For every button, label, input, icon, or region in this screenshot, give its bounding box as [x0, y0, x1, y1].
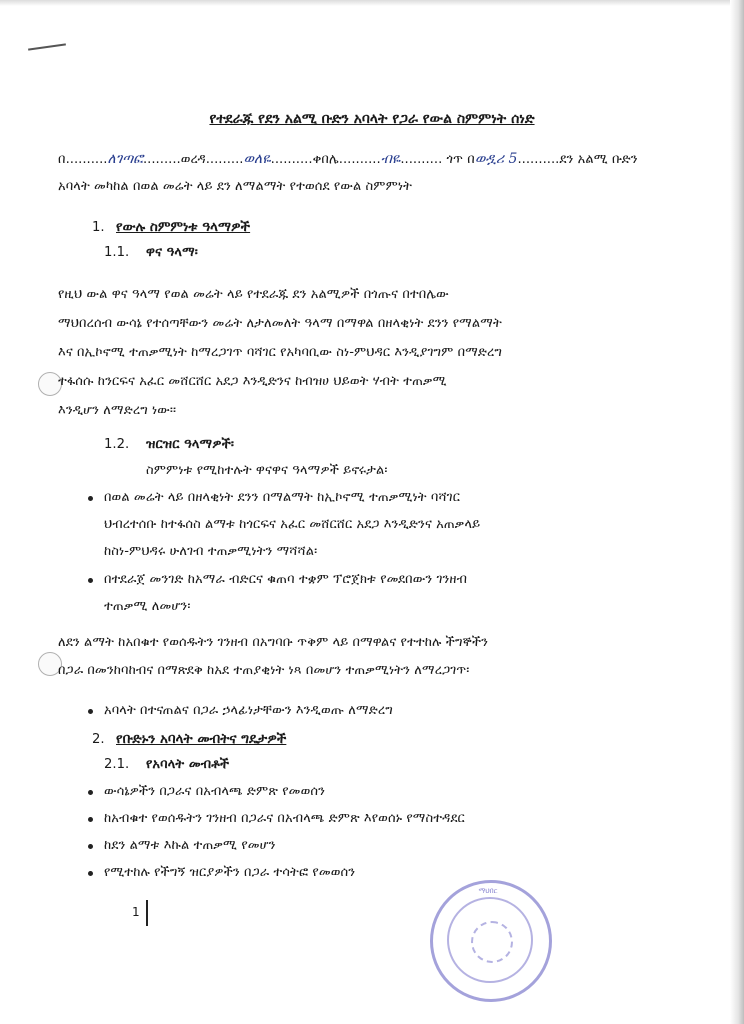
stamp-inner-ring: [447, 897, 533, 983]
subsection-1-1-heading: 1.1. ዋና ዓላማ፡: [104, 245, 198, 260]
bullet-1-line-1: በወል መሬት ላይ በዘላቂነት ደንን በማልማት ከኢኮኖሚ ተጠቃሚነት ባሻገር: [104, 490, 460, 505]
paragraph-2-line-1: ለደን ልማት ከአበቁተ የወሰዱትን ገንዘብ በአግባቡ ጥቅም ላይ በማዋልና የተተከሉ ችግኞችን: [58, 635, 489, 650]
scan-edge-shadow: [730, 0, 744, 1024]
bullet-dot: [88, 790, 93, 795]
rights-item-1: ውሳኔዎችን በጋራና በአብላጫ ድምጽ የመወሰን: [104, 784, 326, 799]
bullet-1-line-2: ህብረተሰቡ ከተፋሰስ ልማቱ ከጎርፍና አፈር መሸርሸር አደጋ እንዲድንና አጠቃላይ: [104, 517, 481, 532]
handwritten-date: ወዷሪ 5: [474, 151, 518, 167]
pen-mark: [28, 43, 66, 50]
bullet-2-line-2: ተጠቃሚ ለመሆን፡: [104, 599, 191, 614]
section-1-heading: 1. የውሉ ስምምነቱ ዓላማዎች: [92, 219, 251, 235]
page-number: 1: [132, 905, 140, 919]
bullet-dot: [88, 844, 93, 849]
scan-top-shadow: [0, 0, 744, 6]
bullet-2-line-1: በተደራጀ መንገድ ከአማራ ብድርና ቁጠባ ተቋም ፕሮጀክቱ የመደበውን ገንዘብ: [104, 572, 468, 587]
page-number-bar: [146, 900, 148, 926]
paragraph-1-line-2: ማህበረሰብ ውሳኔ የተሰጣቸውን መሬት ለታለመለት ዓላማ በማዋል በዘላቂነት ደንን የማልማት: [58, 316, 502, 331]
paragraph-1-line-5: እንዲሆን ለማድረግ ነው፡፡: [58, 403, 177, 418]
paragraph-1-line-1: የዚህ ውል ዋና ዓላማ የወል መሬት ላይ የተደራጁ ደን አልሚዎች በጎጡና በተበሌው: [58, 287, 449, 302]
rights-item-4: የሚተከሉ የችግኝ ዝርያዎችን በጋራ ተሳትፎ የመወሰን: [104, 865, 356, 880]
document-title: የተደራጁ የደን አልሚ ቡድን አባላት የጋራ የውል ስምምነት ሰነድ: [209, 111, 535, 127]
bullet-dot: [88, 817, 93, 822]
handwritten-kebele: ብዬ: [380, 151, 401, 167]
rights-item-2: ከአብቁተ የወሰዱትን ገንዘብ በጋራና በአብላጫ ድምጽ እየወሰኑ የማስተዳደር: [104, 811, 465, 826]
section-2-heading: 2. የቡድኑን አባላት መብትና ግዴታዎች: [92, 731, 287, 747]
handwritten-woreda: ወለዬ: [243, 151, 271, 167]
stamp-core: [471, 921, 513, 963]
bullet-3: አባላት በተናጠልና በጋራ ኃላፊነታቸውን እንዲወጡ ለማድረግ: [104, 703, 393, 718]
subsection-1-2-intro: ስምምነቱ የሚከተሉት ዋናዋና ዓላማዎች ይኖሩታል፡: [146, 463, 388, 478]
paragraph-2-line-2: በጋራ በመንከባከብና በማጽደቅ ከአደ ተጠያቂነት ነጻ በመሆን ተጠቃሚነትን ለማረጋገጥ፡: [58, 663, 470, 678]
bullet-dot: [88, 496, 93, 501]
rights-item-3: ከደን ልማቱ እኩል ተጠቃሚ የመሆን: [104, 838, 276, 853]
stamp-text: ማህበር: [478, 887, 498, 895]
bullet-dot: [88, 578, 93, 583]
bullet-dot: [88, 709, 93, 714]
bullet-dot: [88, 871, 93, 876]
bullet-1-line-3: ከስነ-ምህዳሩ ሁለገብ ተጠቃሚነትን ማሻሻል፡: [104, 544, 318, 559]
intro-line-1: በ..........ለገጣፎ.........ወረዳ.........ወለዬ..........ቀበሌ..........ብዬ.......... ጎጥ በወዷሪ 5..........ደን አልሚ ቡድን: [58, 151, 638, 167]
subsection-2-1-heading: 2.1. የአባላት መብቶች: [104, 757, 230, 772]
subsection-1-2-heading: 1.2. ዝርዝር ዓላማዎች፡: [104, 437, 235, 452]
handwritten-zone: ለገጣፎ: [107, 151, 143, 167]
paragraph-1-line-3: እና በኢኮኖሚ ተጠቃሚነት ከማረጋገጥ ባሻገር የአካባቢው ስነ-ምህዳር እንዲያገግም በማድረግ: [58, 345, 503, 360]
organization-stamp: [430, 880, 552, 1002]
paragraph-1-line-4: ተፋሰሱ ከንርፍና አፈር መሸርሸር አደጋ እንዲድንና ከብዝሀ ህይወት ሃብት ተጠቃሚ: [58, 374, 447, 389]
intro-line-2: አባላት መካከል በወል መሬት ላይ ደን ለማልማት የተወሰደ የውል ስምምነት: [58, 179, 413, 194]
